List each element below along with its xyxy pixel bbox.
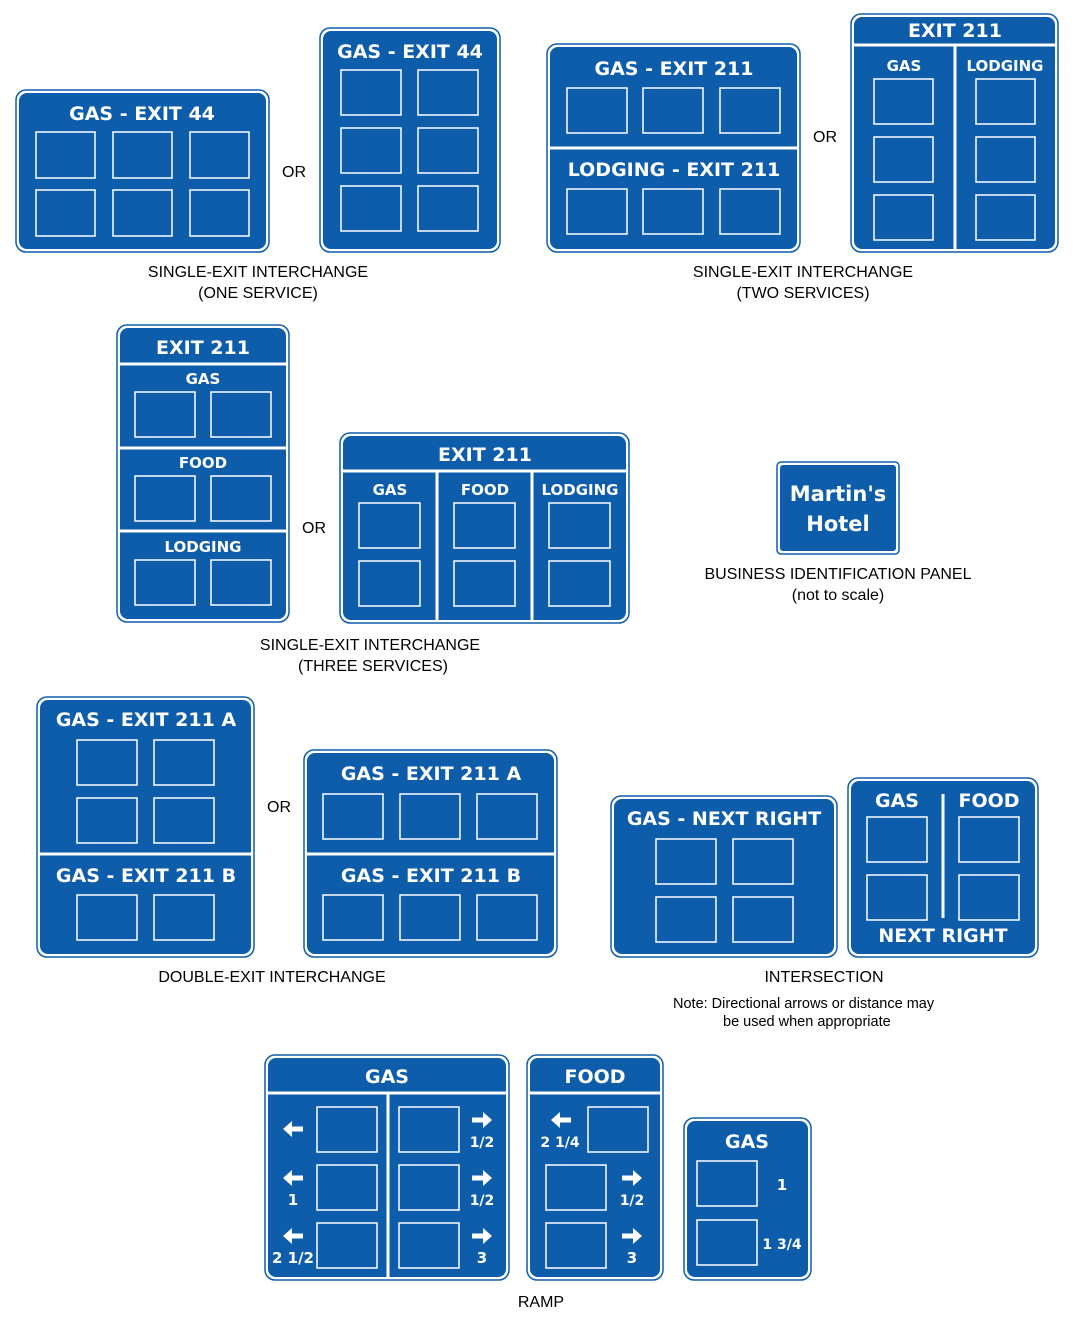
sign-gas-food-next-right [848, 778, 1038, 957]
ramp-sign-gas-two-columns [265, 1055, 509, 1280]
caption: RAMP [517, 1294, 565, 1311]
sign-title: EXIT 211 [156, 337, 250, 359]
caption-line1: SINGLE-EXIT INTERCHANGE [692, 264, 914, 281]
caption-line1: SINGLE-EXIT INTERCHANGE [259, 637, 481, 654]
business-name-line2: Hotel [806, 512, 870, 536]
sign-title-gas: GAS - EXIT 211 [594, 58, 754, 80]
column-label-gas: GAS [886, 57, 922, 75]
caption-line1: SINGLE-EXIT INTERCHANGE [147, 264, 369, 281]
column-label-gas: GAS [875, 790, 919, 812]
column-label-lodging: LODGING [966, 57, 1044, 75]
or-label: OR [813, 129, 837, 146]
caption-line2: (TWO SERVICES) [736, 285, 870, 302]
ramp-sign-food [527, 1055, 663, 1280]
distance-label: 1/2 [469, 1135, 495, 1151]
note-line2: be used when appropriate [723, 1014, 891, 1030]
sign-title-b: GAS - EXIT 211 B [340, 865, 522, 887]
sign-footer: NEXT RIGHT [878, 925, 1008, 947]
sign-title: GAS - EXIT 44 [69, 103, 215, 125]
distance-label: 3 [476, 1249, 488, 1267]
sign-exit-211-three-sections [117, 325, 289, 622]
sign-title-a: GAS - EXIT 211 A [340, 763, 522, 785]
or-label: OR [282, 164, 306, 181]
sign-title: GAS - NEXT RIGHT [626, 808, 822, 830]
distance-label: 2 1/2 [271, 1249, 315, 1267]
business-identification-panel [777, 462, 899, 554]
caption: INTERSECTION [764, 969, 884, 986]
sign-gas-exit-44-tall [320, 28, 500, 252]
sign-title: FOOD [564, 1066, 626, 1088]
section-label-lodging: LODGING [164, 538, 242, 556]
sign-title-lodging: LODGING - EXIT 211 [567, 159, 781, 181]
caption-line1: BUSINESS IDENTIFICATION PANEL [704, 566, 972, 583]
sign-exit-211-two-columns [851, 14, 1058, 252]
sign-gas-exit-211-a-b-wide [304, 750, 557, 957]
sign-title: GAS [725, 1131, 769, 1153]
sign-gas-exit-211-a-b-tall [37, 697, 254, 957]
caption-line2: (not to scale) [791, 587, 885, 604]
sign-title: GAS [365, 1066, 409, 1088]
ramp-sign-gas-small [684, 1118, 811, 1280]
sign-gas-lodging-exit-211-stacked [547, 44, 800, 252]
sign-gas-next-right [611, 796, 837, 957]
distance-label: 1/2 [619, 1193, 645, 1209]
sign-title-a: GAS - EXIT 211 A [55, 709, 237, 731]
sign-exit-211-three-columns [340, 433, 629, 623]
caption-line2: (ONE SERVICE) [198, 285, 318, 302]
column-label-gas: GAS [372, 481, 408, 499]
column-label-food: FOOD [460, 481, 510, 499]
section-label-food: FOOD [178, 454, 228, 472]
caption: DOUBLE-EXIT INTERCHANGE [158, 969, 386, 986]
or-label: OR [302, 520, 326, 537]
sign-gas-exit-44-wide [16, 90, 269, 252]
note-line1: Note: Directional arrows or distance may [673, 996, 935, 1012]
sign-title-b: GAS - EXIT 211 B [55, 865, 237, 887]
sign-title: GAS - EXIT 44 [337, 41, 483, 63]
distance-label: 1 [776, 1176, 788, 1194]
or-label: OR [267, 799, 291, 816]
sign-title: EXIT 211 [908, 20, 1002, 42]
distance-label: 1 3/4 [762, 1237, 802, 1253]
business-name-line1: Martin's [789, 482, 887, 506]
sign-title: EXIT 211 [438, 444, 532, 466]
distance-label: 1/2 [469, 1193, 495, 1209]
distance-label: 3 [626, 1249, 638, 1267]
distance-label: 1 [287, 1191, 299, 1209]
distance-label: 2 1/4 [540, 1135, 580, 1151]
section-label-gas: GAS [185, 370, 221, 388]
column-label-lodging: LODGING [541, 481, 619, 499]
caption-line2: (THREE SERVICES) [298, 658, 448, 675]
column-label-food: FOOD [958, 790, 1020, 812]
